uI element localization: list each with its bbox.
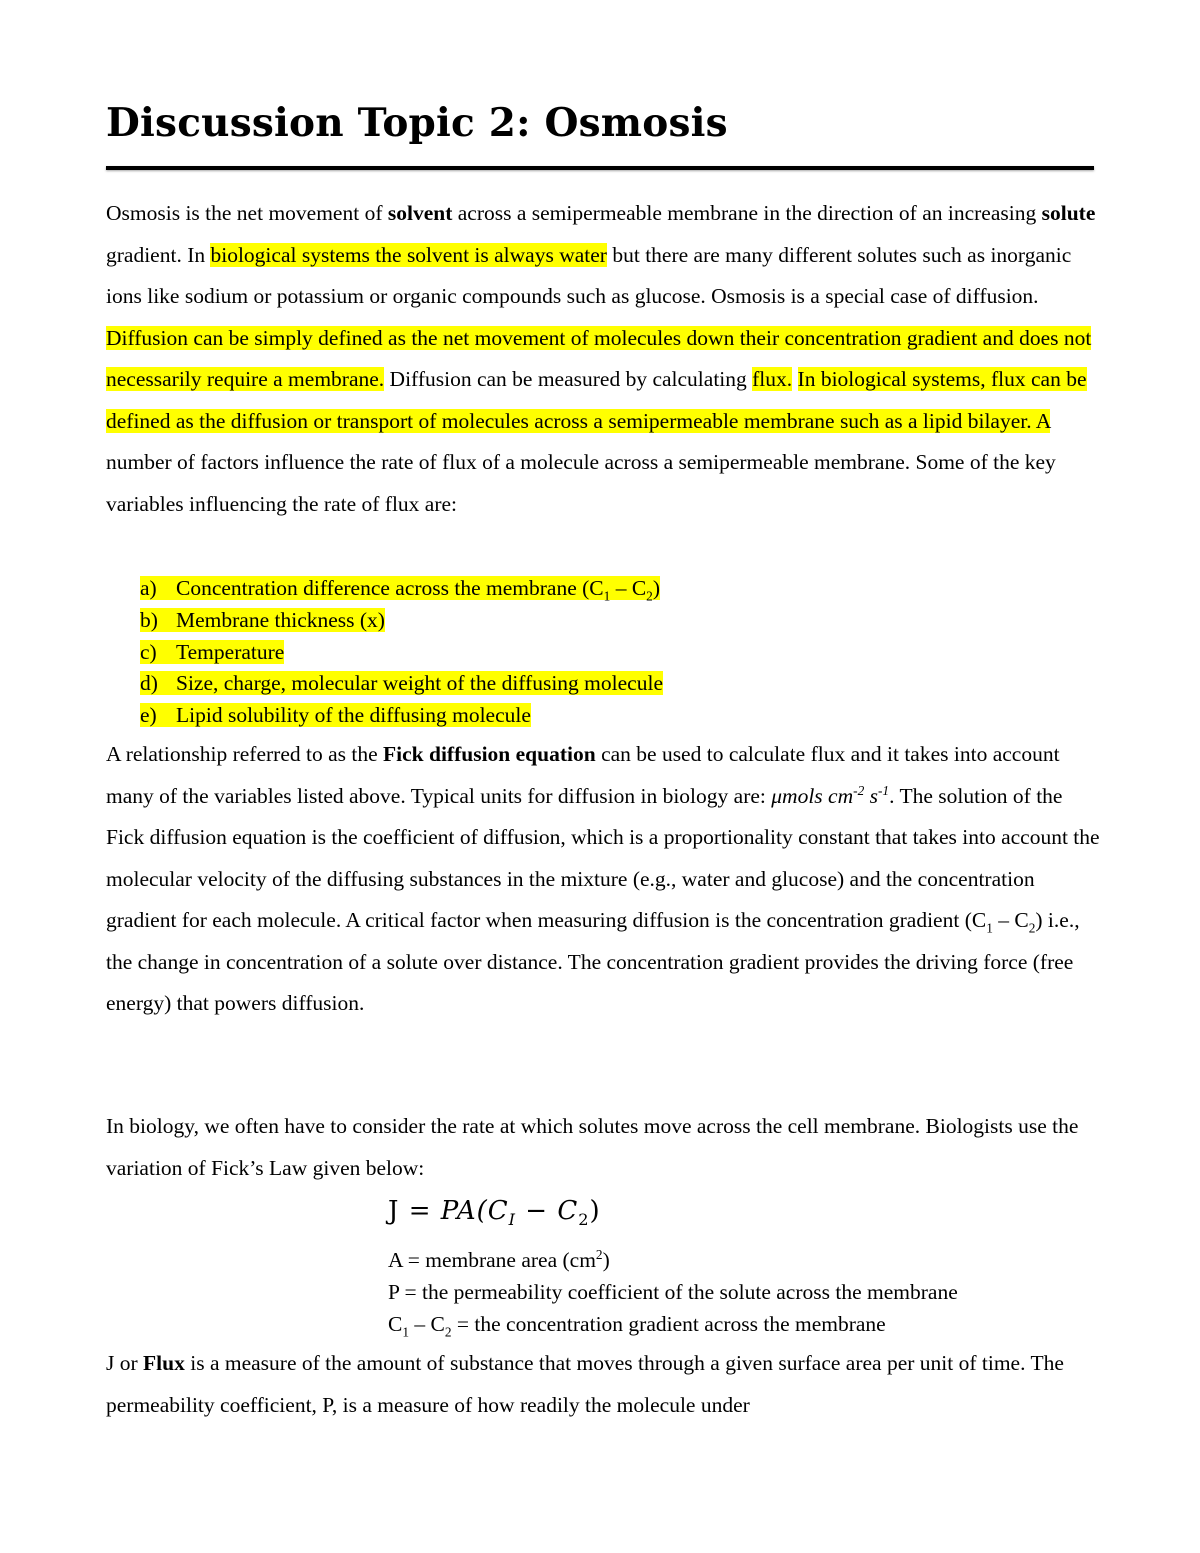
superscript: -2 [853,782,865,798]
list-item [140,637,663,669]
definition-text: A = membrane area (cm [388,1248,596,1272]
text-run: A relationship referred to as the [106,742,384,766]
text-run: is a measure of the amount of substance that moves through a given surface area per unit of time. The permeability coefficient, P, is a measure of how readily the molecule under [106,1351,1064,1417]
definition-text: = the concentration gradient across the membrane [451,1312,886,1336]
list-item [140,573,663,605]
term-solute: solute [1041,201,1096,225]
flux-variables-list [140,573,663,732]
text-run: – C [992,908,1029,932]
units-text [771,784,889,808]
subscript: I [508,1210,517,1230]
highlight-diffusion-definition: Diffusion can be simply defined as the net movement of molecules down their concentration gradient and does not necessarily require a membrane. [106,325,1092,391]
subscript: 1 [603,588,611,604]
subscript: 2 [444,1324,452,1340]
list-marker: a) [140,576,157,600]
equation-rhs: − C [516,1196,579,1226]
text-run [792,367,797,391]
definition-text: ) [602,1248,610,1272]
highlight-flux: flux. [752,367,793,391]
biology-paragraph: In biology, we often have to consider the rate at which solutes move across the cell membrane. Biologists use the variation of Fick’s Law given below: [106,1114,1079,1180]
subscript: 1 [986,920,993,936]
term-fick-equation: Fick diffusion equation [383,742,596,766]
list-text: Lipid solubility of the diffusing molecule [176,703,531,728]
list-text: ) [652,576,660,600]
term-solvent: solvent [387,201,453,225]
text-run: Diffusion can be measured by calculating [384,367,753,391]
list-text: Size, charge, molecular weight of the diffusing molecule [176,671,663,696]
fick-paragraph [106,734,1100,1025]
text-run: Osmosis is the net movement of [106,201,388,225]
equation-rhs: ) [589,1196,601,1226]
fick-law-equation [388,1196,601,1230]
text-run: but there are many different solutes such as inorganic ions like sodium or potassium or organic compounds such as glucose. Osmosis is a special case of diffusion. [106,242,1072,308]
list-marker: e) [140,703,157,728]
text-run: gradient. In [106,242,211,267]
highlight-solvent-water: biological systems the solvent is always water [210,242,607,267]
subscript: 2 [1028,920,1036,936]
flux-paragraph [106,1343,1100,1426]
list-item [140,668,663,700]
list-text: Temperature [176,639,285,664]
unit-part: μmols cm [771,783,854,808]
list-text: – C [610,576,647,600]
list-marker: c) [140,639,157,664]
definition-permeability: P = the permeability coefficient of the solute across the membrane [388,1280,958,1304]
list-item [140,605,663,637]
list-text: Concentration difference across the membrane (C [176,576,604,600]
definition-text: – C [409,1312,445,1336]
highlight-flux-definition: In biological systems, flux can be defined as the diffusion or transport of molecules across a semipermeable membrane such as a lipid bilayer. A [106,367,1087,433]
definition-area [388,1244,958,1276]
text-run: can be used to calculate flux and it takes into account many of the variables listed above. Typical units for diffusion in biology are: [106,742,1060,808]
equation-lhs: J = [388,1196,441,1226]
unit-part: s [864,783,878,808]
page-title: Discussion Topic 2: Osmosis [106,100,728,146]
text-run: across a semipermeable membrane in the direction of an increasing [452,201,1042,225]
title-divider [106,166,1094,170]
list-item [140,700,663,732]
text-run: J or [106,1351,144,1375]
list-marker: d) [140,671,158,696]
text-run: ) i.e., the change in concentration of a solute over distance. The concentration gradient provides the driving force (free energy) that powers diffusion. [106,908,1080,1015]
superscript: 2 [595,1246,603,1262]
equation-rhs: PA(C [440,1196,509,1226]
text-run: number of factors influence the rate of flux of a molecule across a semipermeable membrane. Some of the key variables influencing the rate of flux are: [106,450,1056,516]
list-text: Membrane thickness (x) [176,607,385,632]
definition-gradient [388,1308,958,1340]
list-marker: b) [140,607,158,632]
subscript: 1 [402,1324,410,1340]
subscript: 2 [578,1210,590,1230]
superscript: -1 [877,782,890,798]
variable-definitions [388,1244,958,1340]
definition-text: C [388,1312,403,1336]
subscript: 2 [646,588,653,604]
text-run: . The solution of the Fick diffusion equation is the coefficient of diffusion, which is a proportionality constant that takes into account the molecular velocity of the diffusing substances in the mixture (e.g., water and glucose) and the concentration gradient for each molecule. A critical factor when measuring diffusion is the concentration gradient (C [106,783,1100,932]
term-flux: Flux [143,1351,185,1375]
osmosis-paragraph [106,193,1100,525]
